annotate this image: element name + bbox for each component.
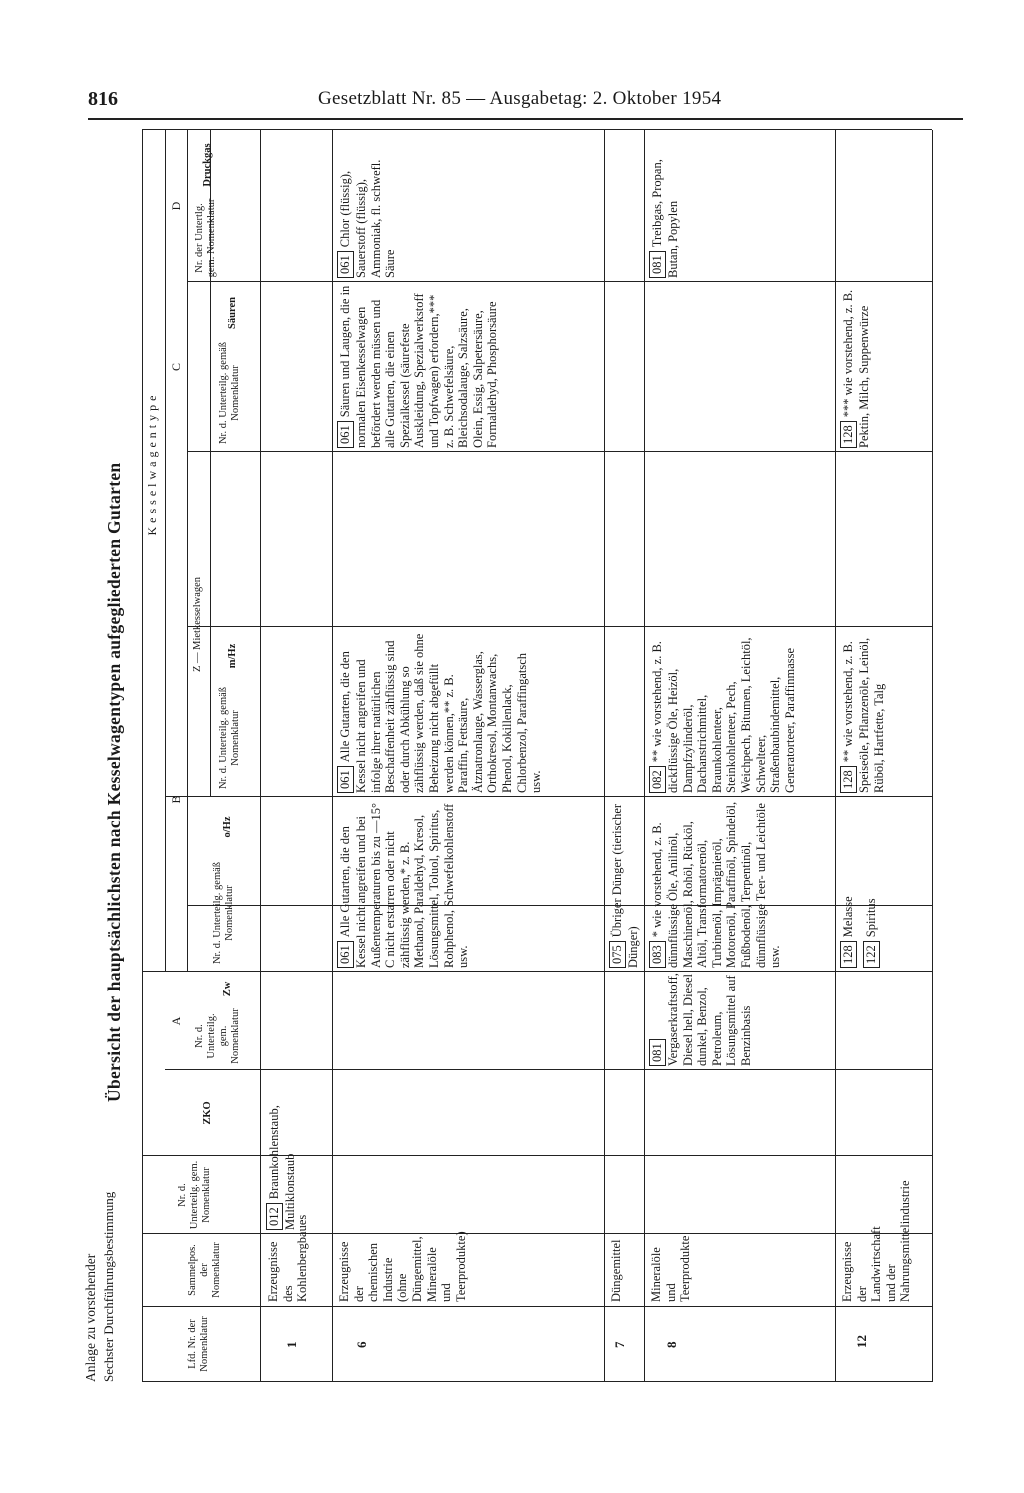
type-d-druckgas-header: Druckgas — [202, 143, 213, 187]
rule-types — [187, 130, 188, 972]
col-header-lfd: Lfd. Nr. der Nomenklatur — [187, 1316, 210, 1372]
ohz-text: Alle Gutarten, die den Kessel nicht angreifen und bei Außentemperaturen bis zu —15° C nicht erstarren oder nicht zähflüssig werden,* z. B. Methanol, Paraldehyd, Kresol, Lösungsmittel, Toluol, Spiritus, Rohphenol, Schwefelkohlenstoff usw. — [338, 802, 471, 968]
row-sammel: Erzeugnisse der Landwirtschaft und der Nahrungsmittelindustrie — [840, 1180, 913, 1302]
d-code: 061 — [337, 251, 354, 278]
col-rule — [142, 1155, 932, 1156]
c-text: Säuren und Laugen, die in normalen Eisenkesselwagen befördert werden müssen und alle Gutarten, die einen Spezialkessel (säurefeste Auskleidung, Spezialwerkstoff und Topfwagen) erfordern,*** z. B. Schwefelsäure, Bleichsodalauge, Salzsäure, Olein, Essig, Salpetersäure, Formaldehyd, Phosphorsäure — [338, 285, 500, 448]
ohz-code-2: 122 — [863, 941, 880, 968]
kesselwagen-table — [142, 130, 932, 1382]
row-ohz — [649, 800, 829, 968]
row-rule — [835, 130, 836, 1382]
annex-line-1: Anlage zu vorstehender — [83, 1253, 98, 1382]
col-rule — [187, 281, 932, 282]
zko-text: Braunkohlenstaub, Multiklonstaub — [267, 1105, 297, 1230]
ohz-entry — [840, 800, 857, 968]
ohz-code: 083 — [649, 941, 666, 968]
type-a-zw-header: Zw — [222, 981, 233, 997]
col-rule — [187, 451, 932, 452]
row-zko — [266, 1040, 326, 1230]
row-number: 12 — [854, 1335, 869, 1348]
d-code: 081 — [649, 251, 666, 278]
type-b-ohz-header: o/Hz — [222, 816, 233, 838]
type-b-ohz-nr-header: Nr. d. Unterteilg. gemäß Nomenklatur — [212, 861, 235, 965]
row-d — [337, 133, 597, 278]
ohz-code: 061 — [337, 941, 354, 968]
type-a-label: A — [169, 1016, 183, 1026]
type-c-saeuren-header: Säuren — [227, 297, 238, 329]
d-text: Treibgas, Propan, Butan, Popylen — [650, 159, 680, 278]
type-b-label: B — [169, 795, 183, 804]
row-c — [840, 285, 930, 448]
ohz-code: 075 — [609, 941, 626, 968]
col-header-zko: ZKO — [202, 1101, 213, 1125]
mhz-text: ** wie vorstehend, z. B. dickflüssige Öle, Heizöl, Dampfzylinderöl, Dachanstrichmittel, Braunkohlenteer, Steinkohlenteer, Pech, Weichpech, Bitumen, Leichtöl, Schwelteer, Straßenbaubindemittel, Generatorteer, Paraffinmasse — [650, 637, 797, 793]
row-rule — [332, 130, 333, 1382]
row-number: 8 — [664, 1341, 679, 1348]
col-header-sammel: Sammelpos. der Nomenklatur — [187, 1242, 222, 1298]
c-text: *** wie vorstehend, z. B. Pektin, Milch, Suppenwürze — [841, 289, 871, 448]
row-sammel: Düngemittel — [609, 1239, 623, 1302]
row-sammel: Erzeugnisse des Kohlenbergbaues — [266, 1214, 310, 1302]
mhz-text: Alle Gutarten, die den Kessel nicht angreifen und infolge ihrer natürlichen Beschaffenheit zähflüssig sind oder durch Abkühlung so zähflüssig werden, daß sie ohne Beheizung nicht abgefüllt werden können,** z. B. Paraffin, Fettsäure, Ätznatronlauge, Wasserglas, Orthokresol, Montanwachs, Phenol, Kokillenlack, Chlorbenzol, Paraffingatsch usw. — [338, 633, 544, 793]
row-number: 7 — [612, 1341, 627, 1348]
header-rule — [88, 118, 963, 120]
row-sammel: Erzeugnisse der chemischen Industrie (ohne Düngemittel, Mineralöle und Teerprodukte) — [337, 1231, 468, 1302]
zko-code: 012 — [266, 1203, 283, 1230]
page-header — [88, 88, 950, 114]
ohz-entry — [863, 800, 880, 968]
col-rule — [142, 971, 932, 972]
row-c — [337, 285, 597, 448]
row-number: 6 — [354, 1341, 369, 1348]
row-rule — [644, 130, 645, 1382]
annex-line-2: Sechster Durchführungsbestimmung — [101, 1191, 116, 1382]
mhz-code: 128 — [840, 766, 857, 793]
col-rule — [142, 129, 932, 130]
rule-bottom — [932, 130, 933, 1382]
type-b-mhz-header: m/Hz — [227, 643, 238, 669]
table-title-prefix: Übersicht der hauptsächlichsten nach — [104, 810, 124, 1102]
c-code: 061 — [337, 421, 354, 448]
row-a — [649, 974, 829, 1066]
gazette-title: Gesetzblatt Nr. 85 — Ausgabetag: 2. Oktober 1954 — [318, 88, 722, 109]
ohz-text: * wie vorstehend, z. B. dünnflüssige Öle, Anilinöl, Maschinenöl, Rohöl, Rücköl, Altöl, Transformatorenöl, Turbinenöl, Imprägnieröl, Motorenöl, Paraffinöl, Spindelöl, Fußbodenöl, Terpentinöl, dünnflüssige Teer- und Leichtöle usw. — [650, 801, 783, 968]
row-ohz — [609, 800, 641, 968]
ohz-text-2: Spiritus — [864, 898, 878, 938]
row-rule — [604, 130, 605, 1382]
type-d-nr-header: Nr. der Untertlg. gem. Nomenklatur — [194, 198, 217, 278]
type-b-mhz-nr-header: Nr. d. Unterteilg. gemäß Nomenklatur — [218, 686, 241, 790]
c-code: 128 — [840, 421, 857, 448]
row-mhz — [337, 630, 597, 793]
type-c-label: C — [169, 363, 183, 372]
table-title-rest: Kesselwagentypen aufgegliederten Gutarten — [104, 462, 124, 806]
a-code: 081 — [649, 1039, 666, 1066]
row-mhz — [840, 630, 930, 793]
kesselwagentype-header: Kesselwagentype — [145, 391, 159, 536]
col-rule — [142, 1306, 932, 1307]
mhz-code: 082 — [649, 766, 666, 793]
rule-header-bottom — [260, 130, 261, 1382]
row-number: 1 — [284, 1341, 299, 1348]
row-sammel: Mineralöle und Teerprodukte — [649, 1235, 693, 1302]
type-c-nr-header: Nr. d. Unterteilg. gemäß Nomenklatur — [218, 341, 241, 445]
col-header-nr-unter: Nr. d. Unterteilg. gem. Nomenklatur — [177, 1160, 212, 1230]
mhz-text: ** wie vorstehend, z. B. Speiseöle, Pflanzenöle, Leinöl, Rüböl, Hartfette, Talg — [841, 637, 886, 793]
ohz-text: Melasse — [841, 896, 855, 938]
d-text: Chlor (flüssig), Sauerstoff (flüssig), Ammoniak, fl. schwefl. Säure — [338, 159, 398, 278]
mietkessel-header: Z — Mietkesselwagen — [192, 576, 203, 673]
rule-top — [142, 130, 143, 1382]
mhz-code: 061 — [337, 766, 354, 793]
ohz-text: Übriger Dünger (tierischer Dünger) — [610, 803, 640, 968]
type-a-nr-header: Nr. d. Unterteilg. gem. Nomenklatur — [194, 1008, 241, 1064]
page-number: 816 — [88, 88, 118, 110]
row-ohz — [840, 800, 930, 968]
col-rule — [187, 626, 932, 627]
rule-kessel — [165, 130, 166, 972]
col-rule — [165, 796, 932, 797]
row-d — [649, 133, 829, 278]
table-title — [104, 463, 125, 1102]
ohz-code: 128 — [840, 941, 857, 968]
type-d-label: D — [169, 201, 183, 211]
rotated-table-page — [82, 130, 960, 1382]
row-mhz — [649, 630, 829, 793]
a-text: Vergaserkraftstoff, Diesel hell, Diesel dunkel, Benzol, Petroleum, Lösungsmittel auf Benzinbasis — [666, 973, 753, 1066]
col-rule — [142, 1233, 932, 1234]
row-ohz — [337, 800, 597, 968]
col-rule — [142, 1381, 932, 1382]
